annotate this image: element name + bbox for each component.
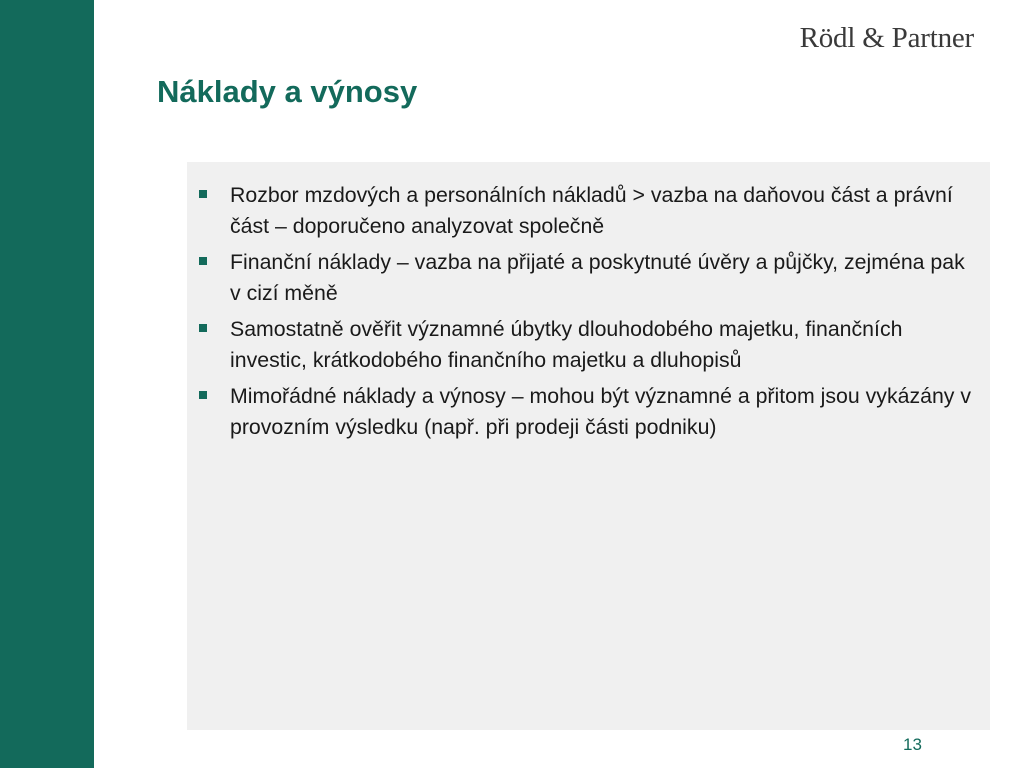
square-bullet-icon (199, 391, 207, 399)
company-logo: Rödl & Partner (799, 22, 974, 54)
square-bullet-icon (199, 257, 207, 265)
bullet-item (199, 180, 974, 242)
bullet-item (199, 314, 974, 376)
content-panel (187, 162, 990, 730)
square-bullet-icon (199, 324, 207, 332)
square-bullet-icon (199, 190, 207, 198)
bullet-list (187, 162, 990, 443)
bullet-item (199, 247, 974, 309)
left-accent-band (0, 0, 94, 768)
bullet-text: Rozbor mzdových a personálních nákladů > vazba na daňovou část a právní část – doporučeno analyzovat společně (230, 183, 953, 238)
bullet-item (199, 381, 974, 443)
bullet-text: Samostatně ověřit významné úbytky dlouhodobého majetku, finančních investic, krátkodobého finančního majetku a dluhopisů (230, 317, 903, 372)
bullet-text: Mimořádné náklady a výnosy – mohou být významné a přitom jsou vykázány v provozním výsledku (např. při prodeji části podniku) (230, 384, 972, 439)
bullet-text: Finanční náklady – vazba na přijaté a poskytnuté úvěry a půjčky, zejména pak v cizí měně (230, 250, 965, 305)
page-number: 13 (903, 735, 922, 754)
slide-title: Náklady a výnosy (157, 74, 418, 109)
